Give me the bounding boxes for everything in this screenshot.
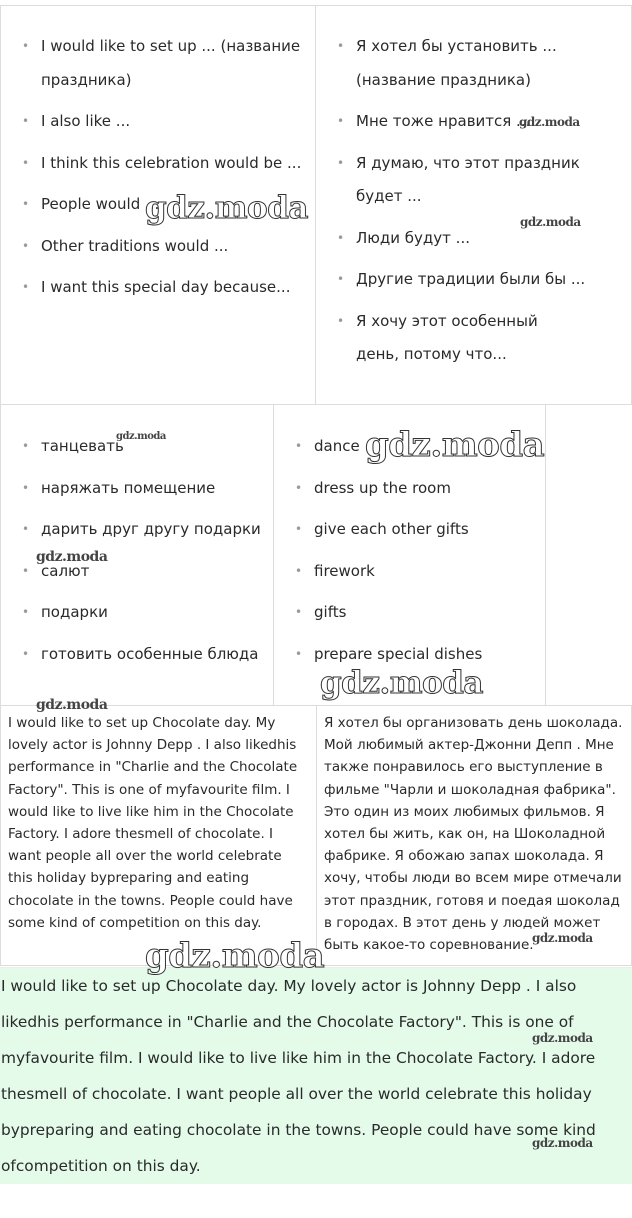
watermark-logo: gdz.moda [36,549,108,565]
vocab-russian-cell [0,404,274,706]
list-item: • наряжать помещение [1,472,273,506]
watermark-logo: gdz.moda [532,931,593,945]
watermark-logo: gdz.moda [520,215,581,229]
list-item: • I also like ... [1,105,315,139]
list-item: • dance [274,430,545,464]
watermark-logo: gdz.moda [320,665,483,701]
watermark-logo: gdz.moda [532,1136,593,1150]
vocab-english-list [274,430,545,671]
phrases-russian-cell [315,5,632,405]
list-item: • салют [1,555,273,589]
list-item: • I want this special day because... [1,271,315,305]
list-item: • People would ... [1,188,315,222]
list-item: • подарки [1,596,273,630]
list-item: • Другие традиции были бы ... [316,263,631,297]
watermark-logo: gdz.moda [365,425,545,465]
essay-highlight-text: I would like to set up Chocolate day. My lovely actor is Johnny Depp . I also likedhis performance in "Charlie and the Chocolate Factory". This is one of myfavourite film. I would like to live like him in the Chocolate Factory. I adore thesmell of chocolate. I want people all over the world celebrate this holiday bypreparing and eating chocolate in the towns. People could have some kind ofcompetition on this day. [1,977,596,1175]
list-item: • дарить друг другу подарки [1,513,273,547]
list-item: • dress up the room [274,472,545,506]
list-item: • Люди будут ... [316,222,631,256]
essay-english-text: I would like to set up Chocolate day. My lovely actor is Johnny Depp . I also likedhis performance in "Charlie and the Chocolate Factory". This is one of myfavourite film. I would like to live like him in the Chocolate Factory. I adore thesmell of chocolate. I want people all over the world celebrate this holiday bypreparing and eating chocolate in the towns. People could have some kind of competition on this day. [8,715,298,931]
list-item: • готовить особенные блюда [1,638,273,672]
watermark-logo: gdz.moda [116,431,166,442]
list-item: • Я думаю, что этот праздник будет ... [316,147,631,214]
watermark-logo: gdz.moda [145,936,325,976]
list-item: • Я хотел бы установить ... (название праздника) [316,30,631,97]
essay-russian-cell [316,705,632,966]
list-item: • prepare special dishes [274,638,545,672]
list-item: • I think this celebration would be ... [1,147,315,181]
watermark-logo: gdz.moda [532,1031,593,1045]
list-item: • танцевать [1,430,273,464]
phrases-english-cell [0,5,316,405]
essay-russian-text: Я хотел бы организовать день шоколада. Мой любимый актер-Джонни Депп . Мне также понравилось его выступление в фильме "Чарли и шоколадная фабрика". Это один из моих любимых фильмов. Я хотел бы жить, как он, на Шоколадной фабрике. Я обожаю запах шоколада. Я хочу, чтобы люди во всем мире отмечали этот праздник, готовя и поедая шоколад в городах. В этот день у людей может быть какое-то соревнование. [324,715,623,954]
list-item: • firework [274,555,545,589]
essay-highlight-block [0,967,632,1184]
watermark-logo: gdz.moda [145,190,308,226]
phrases-english-list [1,30,315,305]
list-item: • Мне тоже нравится ... [316,105,631,139]
list-item: • give each other gifts [274,513,545,547]
list-item: • Other traditions would ... [1,230,315,264]
list-item: • Я хочу этот особенный день, потому что... [316,305,631,372]
vocab-english-cell [273,404,546,706]
watermark-logo: gdz.moda [36,697,108,713]
essay-english-cell [0,705,317,966]
watermark-logo: gdz.moda [519,115,580,129]
vocab-russian-list [1,430,273,671]
list-item: • gifts [274,596,545,630]
phrases-russian-list [316,30,631,372]
list-item: • I would like to set up ... (название праздника) [1,30,315,97]
